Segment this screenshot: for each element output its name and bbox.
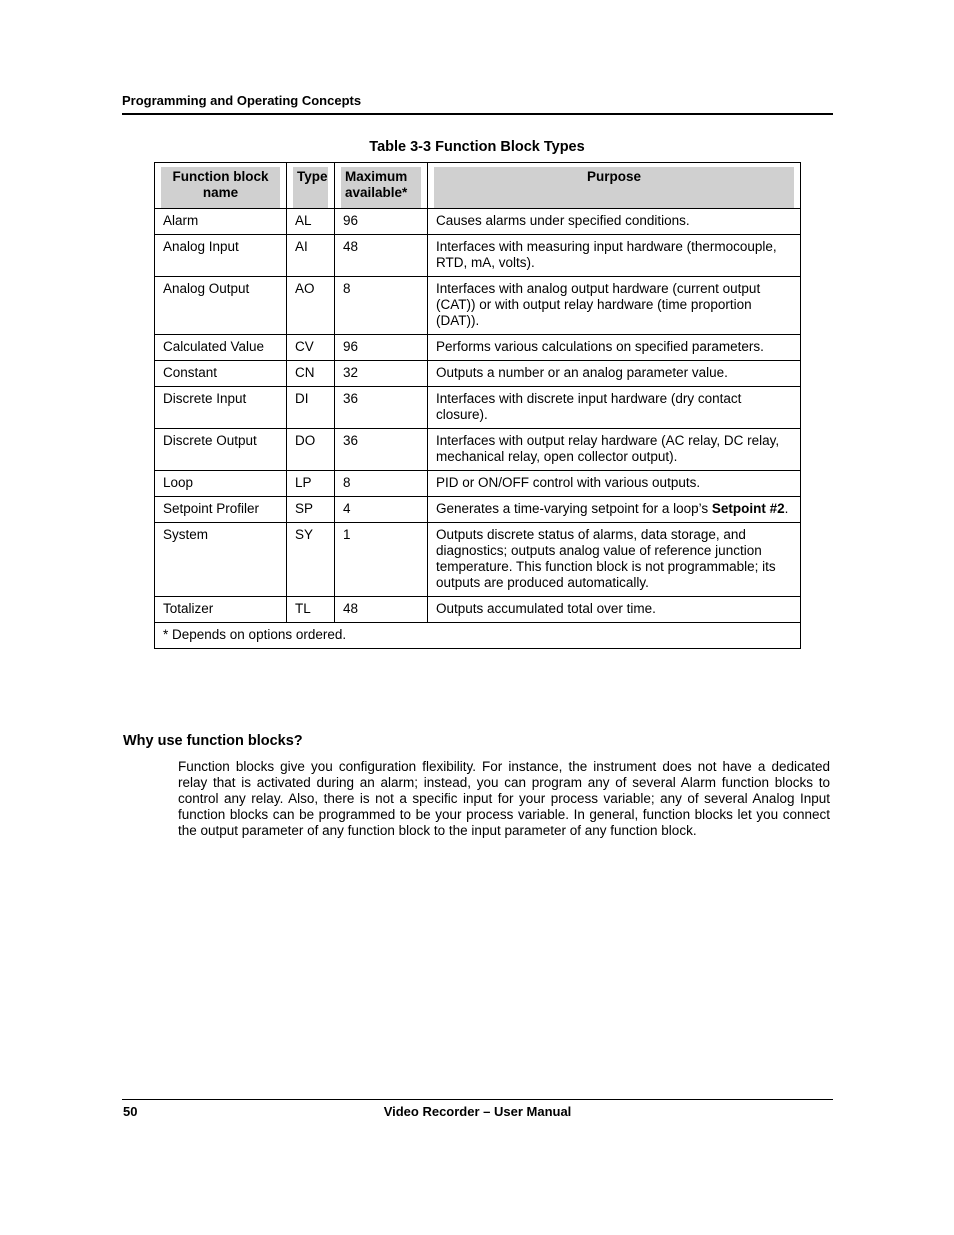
cell-name: Alarm xyxy=(155,209,287,235)
cell-max: 4 xyxy=(335,497,428,523)
cell-name: Constant xyxy=(155,361,287,387)
header-type: Type xyxy=(287,163,335,209)
cell-type: CV xyxy=(287,335,335,361)
cell-type: AI xyxy=(287,235,335,277)
table-row xyxy=(155,335,801,361)
table-row xyxy=(155,497,801,523)
cell-max: 32 xyxy=(335,361,428,387)
table-row xyxy=(155,429,801,471)
cell-name: System xyxy=(155,523,287,597)
cell-type: DI xyxy=(287,387,335,429)
cell-name: Discrete Output xyxy=(155,429,287,471)
cell-type: CN xyxy=(287,361,335,387)
cell-purpose: Interfaces with discrete input hardware (dry contact closure). xyxy=(428,387,801,429)
cell-name: Calculated Value xyxy=(155,335,287,361)
section-paragraph: Function blocks give you configuration flexibility. For instance, the instrument does not have a dedicated relay that is activated during an alarm; instead, you can program any of several Alarm function blocks to control any relay. Also, there is not a specific input for your process variable; any of several Analog Input function blocks can be programmed to be your process variable. In general, function blocks let you connect the output parameter of any function block to the input parameter of any function block. xyxy=(178,759,830,838)
cell-purpose: Performs various calculations on specified parameters. xyxy=(428,335,801,361)
cell-name: Analog Output xyxy=(155,277,287,335)
table-header-row xyxy=(155,163,801,209)
cell-max: 96 xyxy=(335,209,428,235)
cell-name: Setpoint Profiler xyxy=(155,497,287,523)
table-row xyxy=(155,235,801,277)
cell-purpose: Causes alarms under specified conditions. xyxy=(428,209,801,235)
cell-name: Discrete Input xyxy=(155,387,287,429)
header-purpose: Purpose xyxy=(428,163,801,209)
table-row xyxy=(155,209,801,235)
footer-title: Video Recorder – User Manual xyxy=(383,1104,572,1119)
cell-max: 1 xyxy=(335,523,428,597)
cell-purpose: Interfaces with analog output hardware (current output (CAT)) or with output relay hardware (time proportion (DAT)). xyxy=(428,277,801,335)
page-footer xyxy=(122,1099,833,1119)
cell-purpose: Outputs discrete status of alarms, data storage, and diagnostics; outputs analog value of reference junction temperature. This function block is not programmable; its outputs are produced automatically. xyxy=(428,523,801,597)
table-row xyxy=(155,471,801,497)
cell-name: Totalizer xyxy=(155,597,287,623)
cell-max: 8 xyxy=(335,277,428,335)
table-row xyxy=(155,277,801,335)
cell-name: Loop xyxy=(155,471,287,497)
cell-max: 48 xyxy=(335,235,428,277)
table-row xyxy=(155,361,801,387)
cell-max: 48 xyxy=(335,597,428,623)
cell-purpose: Interfaces with output relay hardware (AC relay, DC relay, mechanical relay, open collector output). xyxy=(428,429,801,471)
cell-type: DO xyxy=(287,429,335,471)
running-header: Programming and Operating Concepts xyxy=(122,93,833,115)
cell-type: SY xyxy=(287,523,335,597)
page-number: 50 xyxy=(123,1104,138,1119)
cell-type: LP xyxy=(287,471,335,497)
cell-purpose: Outputs a number or an analog parameter value. xyxy=(428,361,801,387)
function-block-table xyxy=(154,162,801,649)
table-row xyxy=(155,387,801,429)
section-heading: Why use function blocks? xyxy=(123,733,303,749)
cell-type: SP xyxy=(287,497,335,523)
header-max: Maximum available* xyxy=(335,163,428,209)
cell-purpose: Interfaces with measuring input hardware (thermocouple, RTD, mA, volts). xyxy=(428,235,801,277)
cell-max: 36 xyxy=(335,387,428,429)
cell-type: AO xyxy=(287,277,335,335)
table-caption: Table 3-3 Function Block Types xyxy=(369,139,585,155)
cell-name: Analog Input xyxy=(155,235,287,277)
table-note: * Depends on options ordered. xyxy=(155,623,801,649)
cell-max: 96 xyxy=(335,335,428,361)
cell-max: 36 xyxy=(335,429,428,471)
table-row xyxy=(155,523,801,597)
cell-max: 8 xyxy=(335,471,428,497)
cell-purpose: PID or ON/OFF control with various outputs. xyxy=(428,471,801,497)
cell-type: TL xyxy=(287,597,335,623)
cell-type: AL xyxy=(287,209,335,235)
header-name: Function block name xyxy=(155,163,287,209)
table-row xyxy=(155,597,801,623)
cell-purpose: Generates a time-varying setpoint for a loop’s Setpoint #2. xyxy=(428,497,801,523)
cell-purpose: Outputs accumulated total over time. xyxy=(428,597,801,623)
table-note-row xyxy=(155,623,801,649)
